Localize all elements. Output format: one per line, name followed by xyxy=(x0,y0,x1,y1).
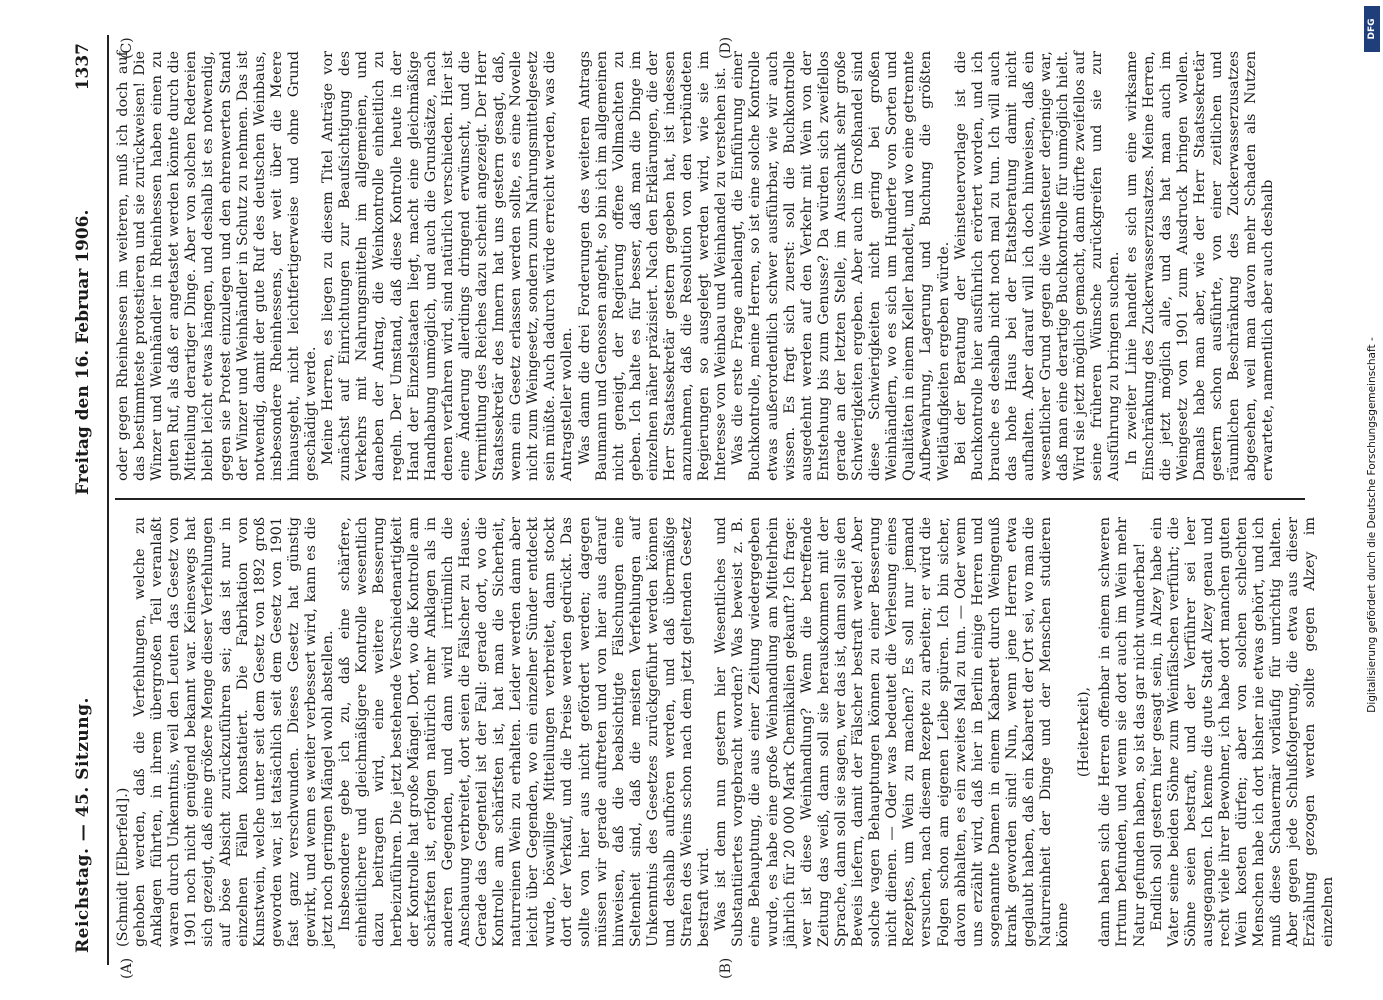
paragraph: Was die erste Frage anbelangt, die Einführung einer Buchkontrolle, meine Herren, so ist eine solche Kontrolle etwas außerordentlich schwer ausführbar, wie wir auch wissen. Es fragt sich zuerst: soll die Buchkontrolle ausgedehnt werden auf den Verkehr mit Wein von der Entstehung bis zum Genusse? Da würden sich zweifellos gerade an der letzten Stelle, im Ausschank sehr große Schwierigkeiten ergeben. Aber auch im Großhandel sind diese Schwierigkeiten nicht gering bei großen Weinhändlern, wo es sich um Hunderte von Sorten und Qualitäten in einem Keller handelt, und wo eine getrennte Aufbewahrung, Lagerung und Buchung die größten Weitläufigkeiten ergeben würde. xyxy=(730,51,952,481)
page-header xyxy=(73,35,103,965)
paragraph: gehoben werden, daß die Verfehlungen, welche zu Anklagen führten, in ihrem übergroßen Teil veranlaßt waren durch Unkenntnis, weil den Leuten das Gesetz von 1901 noch nicht genügend bekannt war. Keineswegs hat sich gezeigt, daß eine größere Menge dieser Verfehlungen auf böse Absicht zurückzuführen sei; das ist nur in einzelnen Fällen konstatiert. Die Fabrikation von Kunstwein, welche unter seit dem Gesetz von 1892 groß geworden war, ist tatsächlich seit dem Gesetz von 1901 fast ganz verschwunden. Dieses Gesetz hat günstig gewirkt, und wenn es weiter verbessert wird, kann es die jetzt noch geringen Mängel wohl abstellen. xyxy=(132,517,337,947)
margin-letter-d: (D) xyxy=(718,36,734,59)
paragraph: Was dann die drei Forderungen des weiteren Antrags Baumann und Genossen angeht, so bin ich im allgemeinen nicht geneigt, der Regierung offene Vollmachten zu geben. Ich halte es für besser, daß man die Dinge im einzelnen näher präzisiert. Nach den Erklärungen, die der Herr Staatssekretär gestern gegeben hat, ist indessen anzunehmen, daß die Resolution von den verbündeten Regierungen so ausgelegt werden wird, wie sie im Interesse von Weinbau und Weinhandel zu verstehen ist. xyxy=(576,51,730,481)
column-separator xyxy=(115,498,1305,500)
rotated-document-page xyxy=(63,35,1336,979)
digitization-credit xyxy=(1363,60,1381,990)
header-session: Reichstag. — 45. Sitzung. xyxy=(73,697,93,953)
margin-letter-b: (B) xyxy=(718,957,734,979)
header-rule xyxy=(107,35,109,965)
paragraph: In zweiter Linie handelt es sich um eine wirksame Einschränkung des Zuckerwasserzusatzes. Meine Herren, die jetzt möglich alle, und das hat man auch im Weingesetz von 1901 zum Ausdruck bringen wollen. Damals habe man aber, wie der Herr Staatssekretär gestern schon ausführte, von einer zeitlichen und räumlichen Beschränkung des Zuckerwasserzusatzes abgesehen, weil man davon mehr Schaden als Nutzen erwartete, namentlich aber auch deshalb xyxy=(1123,51,1277,481)
dfg-logo-text: DFG xyxy=(1367,18,1377,40)
paragraph: dann haben sich die Herren offenbar in einem schweren Irrtum befunden, und wenn sie dort auch im Wein mehr Natur gefunden haben, so ist das gar nicht wunderbar! xyxy=(1097,517,1148,947)
right-column xyxy=(115,51,1305,481)
paragraph: oder gegen Rheinhessen im weiteren, muß ich doch auf das bestimmteste protestieren und sie zurückweisen! Die Winzer und Weinhändler in Rheinhessen haben einen zu guten Ruf, als daß er angetastet werden könnte durch die Mitteilung derartiger Dinge. Aber von solchen Redereien bleibt leicht etwas hängen, und deshalb ist es notwendig, gegen sie Protest einzulegen und den ehrenwerten Stand der Winzer und Weinhändler in Schutz zu nehmen. Das ist notwendig, damit der gute Ruf des deutschen Weinbaus, insbesondere Rheinhessens, der weit über die Meere hinausgeht, nicht leichtfertigerweise und ohne Grund geschädigt werde. xyxy=(115,51,320,481)
digitization-credit-text: Digitalisierung gefördert durch die Deutsche Forschungsgemeinschaft - xyxy=(1366,337,1378,713)
interjection: (Heiterkeit), xyxy=(1076,686,1093,778)
dfg-logo xyxy=(1364,6,1380,52)
margin-letter-c: (C) xyxy=(119,37,135,59)
paragraph: Meine Herren, es liegen zu diesem Titel Anträge vor zunächst auf Einrichtungen zur Beaufsichtigung des Verkehrs mit Nahrungsmitteln im allgemeinen, und daneben der Antrag, die Weinkontrolle einheitlich zu regeln. Der Umstand, daß diese Kontrolle heute in der Hand der Einzelstaaten liegt, macht eine gleichmäßige Handhabung unmöglich, und auch die Grundsätze, nach denen verfahren wird, sind natürlich verschieden. Hier ist eine Änderung allerdings dringend erwünscht, und die Vermittlung des Reiches dazu scheint angezeigt. Der Herr Staatssekretär des Innern hat uns gestern gesagt, daß, wenn ein Gesetz erlassen werden sollte, es eine Novelle nicht zum Weingesetz, sondern zum Nahrungsmittelgesetz sein müßte. Auch dadurch würde erreicht werden, was die Antragsteller wollen. xyxy=(320,51,576,481)
margin-letter-a: (A) xyxy=(119,957,135,979)
paragraph: Insbesondere gebe ich zu, daß eine schärfere, einheitlichere und gleichmäßigere Kontrolle wesentlich dazu beitragen wird, eine weitere Besserung herbeizuführen. Die jetzt bestehende Verschiedenartigkeit der Kontrolle hat große Mängel. Dort, wo die Kontrolle am schärfsten ist, erfolgen natürlich mehr Anklagen als in anderen Gegenden, und dann wird irrtümlich die Anschauung verbreitet, dort seien die Fälscher zu Hause. Gerade das Gegenteil ist der Fall: gerade dort, wo die Kontrolle am schärfsten ist, hat man die Sicherheit, naturreinen Wein zu erhalten. Leider werden dann aber leicht über Gegenden, wo ein einzelner Sünder entdeckt wurde, böswillige Mitteilungen verbreitet, dann stockt dort der Verkauf, und die Preise werden gedrückt. Das sollte von hier aus nicht gefördert werden; dagegen müssen wir gerade auftreten und von hier aus darauf hinweisen, daß die beabsichtigte Fälschungen eine Seltenheit sind, daß die meisten Verfehlungen auf Unkenntnis des Gesetzes zurückgeführt werden können und deshalb aufhören werden, und daß übermäßige Strafen des Weins schon nach dem jetzt geltenden Gesetz bestraft wird. xyxy=(337,517,713,947)
speaker-label: (Schmidt [Elberfeld].) xyxy=(115,787,131,947)
header-date: Freitag den 16. Februar 1906. xyxy=(73,209,93,495)
paragraph: Was ist denn nun gestern hier Wesentliches und Substantiiertes vorgebracht worden? Was beweist z. B. eine Behauptung, die aus einer Zeitung wiedergegeben wurde, es habe eine große Weinhandlung am Mittelrhein jährlich für 20 000 Mark Chemikalien gekauft? Ich frage: wer ist diese Weinhandlung? Wenn die betreffende Zeitung das weiß, dann soll sie herauskommen mit der Sprache, dann soll sie sagen, wer das ist, dann soll sie den Beweis liefern, damit der Fälscher bestraft werde! Aber solche vagen Behauptungen können zu einer Besserung nicht dienen. — Oder was bedeutet die Verlesung eines Rezeptes, um Wein zu machen? Es soll nur jemand versuchen, nach diesem Rezepte zu arbeiten; er wird die Folgen schon am eigenen Leibe spüren. Ich bin sicher, davon abhalten, es ein zweites Mal zu tun. — Oder wenn uns erzählt wird, daß hier in Berlin einige Herren und sogenannte Damen in einem Kabarett durch Weingenuß krank geworden sind! Nun, wenn jene Herren etwa geglaubt haben, daß ein Kabarett der Ort sei, wo man die Naturreinheit der Dinge und der Menschen studieren könne xyxy=(713,517,1072,947)
paragraph: Endlich soll gestern hier gesagt sein, in Alzey habe ein Vater seine beiden Söhne zum Weinfälschen verführt; die Söhne seien bestraft, und der Verführer sei leer ausgegangen. Ich kenne die gute Stadt Alzey genau und recht viele ihrer Bewohner, ich habe dort manchen guten Wein kosten dürfen; aber von solchen schlechten Menschen habe ich dort bisher nie etwas gehört, und ich muß diese Schauermär vorläufig für unrichtig halten. Aber gegen jede Schlußfolgerung, die etwa aus dieser Erzählung gezogen werden sollte gegen Alzey im einzelnen xyxy=(1148,517,1336,947)
left-column xyxy=(115,517,1336,947)
header-page-number: 1337 xyxy=(73,43,93,91)
paragraph: Bei der Beratung der Weinsteuervorlage ist die Buchkontrolle hier ausführlich erörtert worden, und ich brauche es deshalb nicht noch mal zu tun. Ich will auch das hohe Haus bei der Etatsberatung damit nicht aufhalten. Aber darauf will ich doch hinweisen, daß ein wesentlicher Grund gegen die Weinsteuer derjenige war, daß man eine derartige Buchkontrolle für unmöglich hielt. Wird sie jetzt möglich gemacht, dann dürfte zweifellos auf seine früheren Wünsche zurückgreifen und sie zur Ausführung zu bringen suchen. xyxy=(952,51,1123,481)
